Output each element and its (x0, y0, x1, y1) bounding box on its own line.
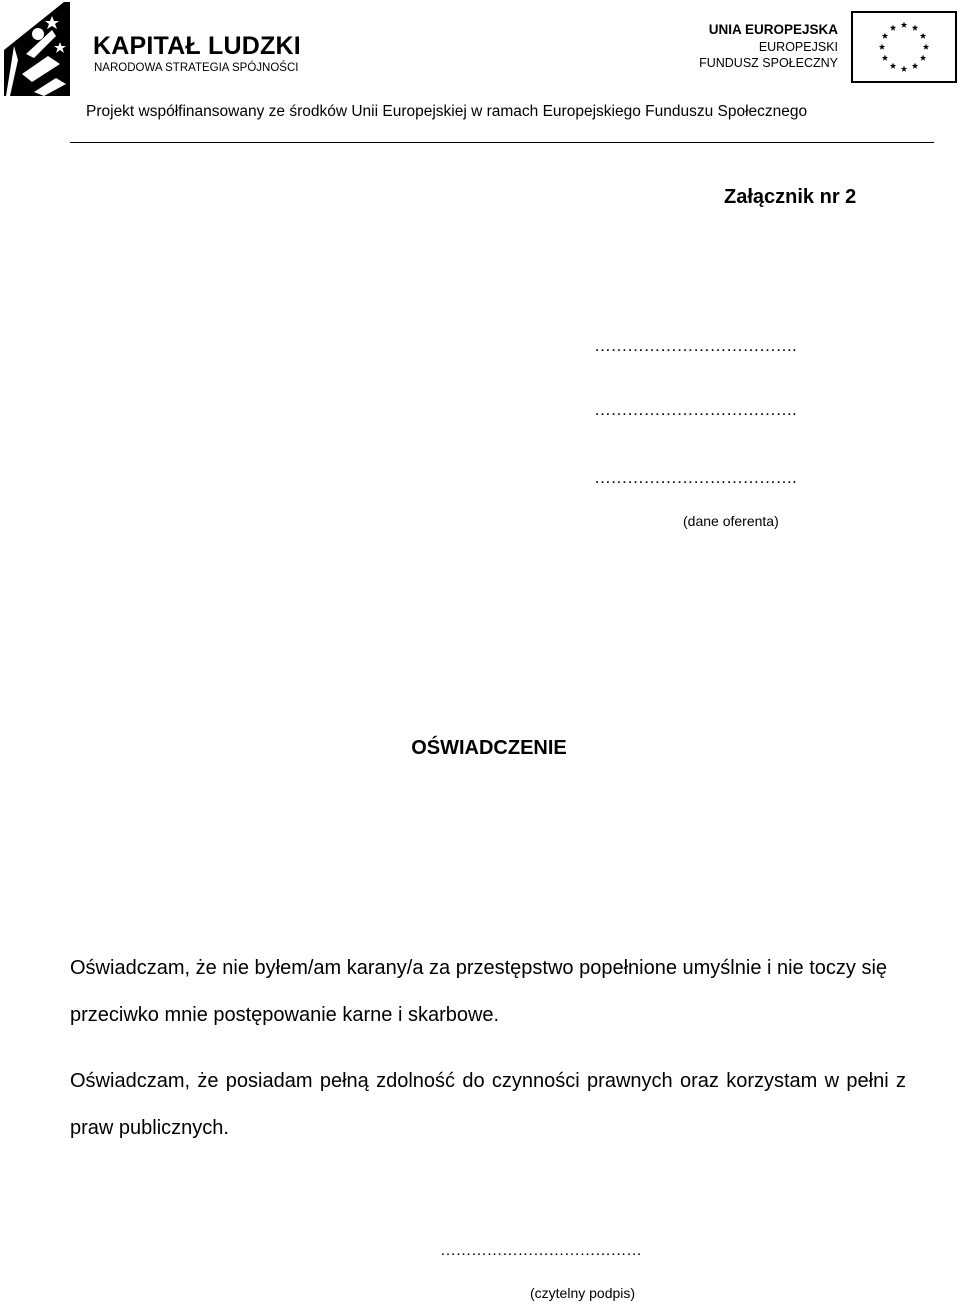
project-cofinancing-line: Projekt współfinansowany ze środków Unii Europejskiej w ramach Europejskiego Funduszu Społecznego (86, 103, 808, 120)
offeror-line-1: ………………………………. (594, 336, 797, 355)
statement-paragraph-1: Oświadczam, że nie byłem/am karany/a za przestępstwo popełnione umyślnie i nie toczy się przeciwko mnie postępowanie karne i skarbowe. (70, 957, 888, 1026)
signature-caption: (czytelny podpis) (530, 1285, 636, 1301)
annex-label: Załącznik nr 2 (724, 186, 857, 208)
offeror-caption: (dane oferenta) (683, 513, 779, 529)
kapital-ludzki-title: KAPITAŁ LUDZKI (93, 32, 301, 60)
offeror-line-3: ………………………………. (594, 468, 797, 487)
eu-label-european: EUROPEJSKI (758, 40, 838, 54)
document-heading: OŚWIADCZENIE (411, 737, 567, 759)
eu-label-social-fund: FUNDUSZ SPOŁECZNY (699, 56, 838, 70)
statement-paragraph-2: Oświadczam, że posiadam pełną zdolność do czynności prawnych oraz korzystam w pełni z praw publicznych. (70, 1070, 906, 1139)
eu-flag-icon (851, 11, 957, 83)
offeror-line-2: ………………………………. (594, 400, 797, 419)
header-divider (70, 142, 934, 143)
eu-label-union: UNIA EUROPEJSKA (708, 22, 838, 37)
kapital-ludzki-subtitle: NARODOWA STRATEGIA SPÓJNOŚCI (94, 62, 299, 74)
signature-line: ………………………………… (440, 1242, 642, 1259)
kapital-ludzki-logo-icon (4, 2, 70, 96)
